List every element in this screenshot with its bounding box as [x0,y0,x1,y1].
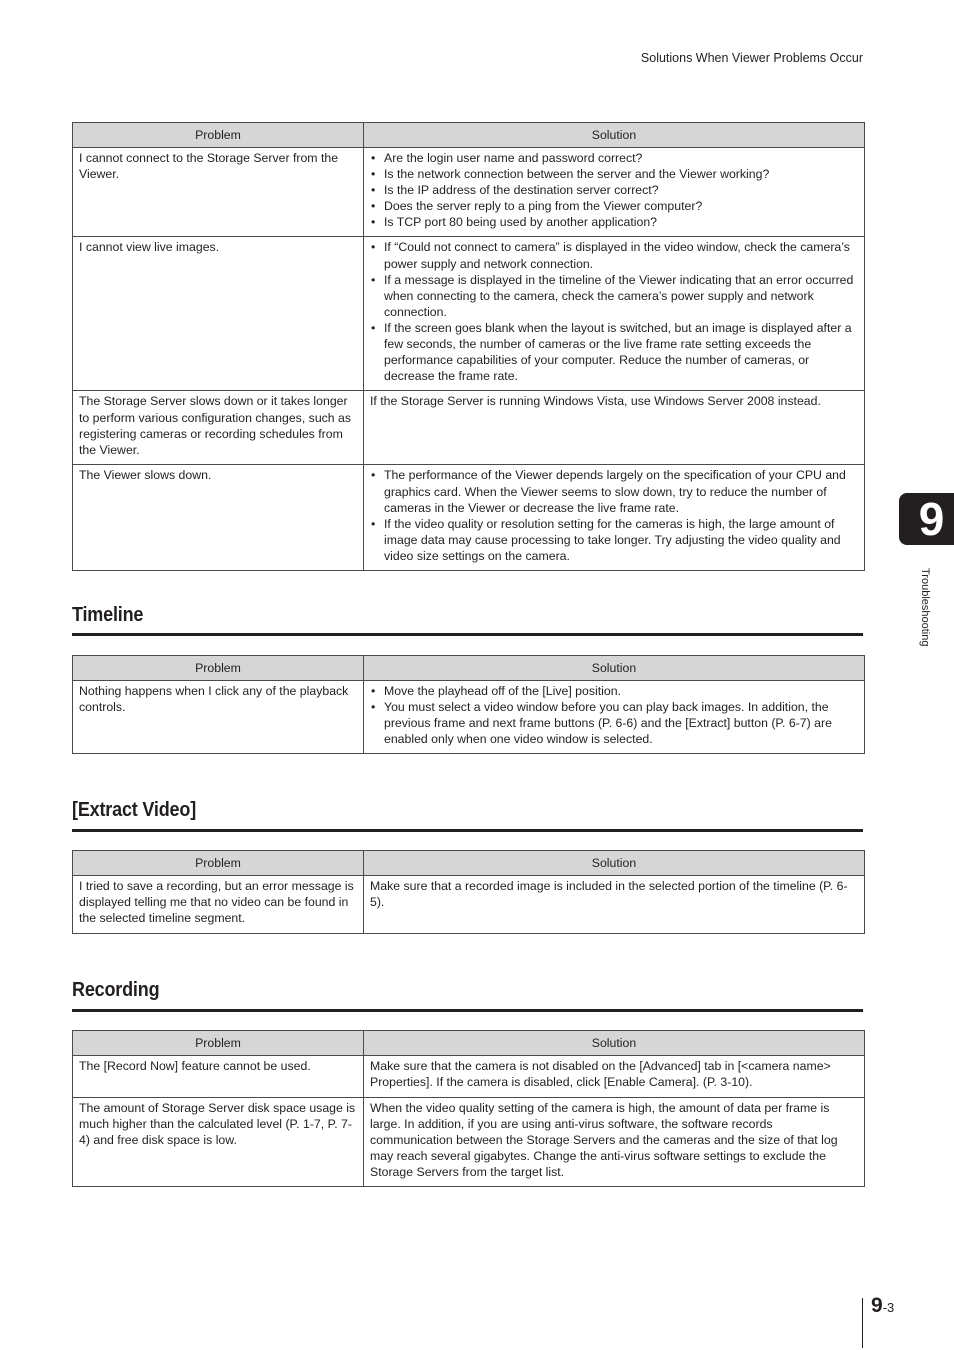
section-title-timeline: Timeline [72,604,144,626]
solution-item: • If the video quality or resolution setting for the cameras is high, the large amount of image data may cause processing to take longer. Try adjusting the video quality and video size settings on the camera. [384,516,858,564]
solution-item: • Is the IP address of the destination server correct? [384,182,858,198]
table-row [73,465,865,571]
solution-list [370,467,858,564]
section-divider [72,1009,863,1012]
page-number-suffix: -3 [882,1300,895,1315]
table-row [73,148,865,237]
solution-item: • If the screen goes blank when the layout is switched, but an image is displayed after a few seconds, the number of cameras or the live frame rate setting exceeds the performance capabilities of your computer. Reduce the number of cameras, or decrease the frame rate. [384,320,858,384]
solution-item: • Is TCP port 80 being used by another application? [384,214,858,230]
problem-column-header: Problem [73,123,364,148]
solution-item: • Does the server reply to a ping from the Viewer computer? [384,198,858,214]
problem-cell: The [Record Now] feature cannot be used. [73,1056,364,1098]
problem-cell: I cannot view live images. [73,237,364,391]
timeline-table [72,655,865,754]
solution-item: • Move the playhead off of the [Live] position. [384,683,858,699]
solution-item: • The performance of the Viewer depends largely on the specification of your CPU and graphics card. When the Viewer seems to slow down, try to reduce the number of cameras in the Viewer or decrease the live frame rate. [384,467,858,515]
problem-cell: I cannot connect to the Storage Server from the Viewer. [73,148,364,237]
table-header-row [73,123,865,148]
table-row [73,1056,865,1098]
running-header: Solutions When Viewer Problems Occur [640,51,863,65]
solution-column-header: Solution [364,656,865,681]
solution-cell: Make sure that a recorded image is included in the selected portion of the timeline (P. 6-5). [364,876,865,934]
problem-cell: The Viewer slows down. [73,465,364,571]
page-number-rule [862,1298,863,1348]
solution-cell [364,465,865,571]
solution-cell [364,237,865,391]
solution-item: • You must select a video window before you can play back images. In addition, the previous frame and next frame buttons (P. 6-6) and the [Extract] button (P. 6-7) are enabled only when one video window is selected. [384,699,858,747]
extract-video-table [72,850,865,934]
section-divider [72,633,863,636]
solution-column-header: Solution [364,851,865,876]
solution-cell: Make sure that the camera is not disabled on the [Advanced] tab in [<camera name> Properties]. If the camera is disabled, click [Enable Camera]. (P. 3-10). [364,1056,865,1098]
chapter-side-label: Troubleshooting [919,568,931,647]
solution-item: • If “Could not connect to camera” is displayed in the video window, check the camera’s power supply and network connection. [384,239,858,271]
solution-list [370,683,858,747]
solution-item: • Are the login user name and password correct? [384,150,858,166]
problem-column-header: Problem [73,1031,364,1056]
solution-list [370,150,858,230]
problem-cell: I tried to save a recording, but an error message is displayed telling me that no video can be found in the selected timeline segment. [73,876,364,934]
solution-item: • If a message is displayed in the timeline of the Viewer indicating that an error occurred when connecting to the camera, check the camera’s power supply and network connection. [384,272,858,320]
section-title-recording: Recording [72,979,160,1001]
problem-column-header: Problem [73,851,364,876]
solution-item: • Is the network connection between the server and the Viewer working? [384,166,858,182]
table-row [73,681,865,754]
solution-column-header: Solution [364,123,865,148]
section-divider [72,829,863,832]
table-header-row [73,851,865,876]
problem-column-header: Problem [73,656,364,681]
recording-table [72,1030,865,1187]
solution-cell [364,681,865,754]
table-row [73,1098,865,1187]
problem-cell: The Storage Server slows down or it takes longer to perform various configuration changes, such as registering cameras or recording schedules from the Viewer. [73,391,364,465]
table-header-row [73,1031,865,1056]
page-number [871,1294,894,1318]
problem-cell: Nothing happens when I click any of the playback controls. [73,681,364,754]
table-row [73,237,865,391]
viewer-problems-table [72,122,865,571]
solution-column-header: Solution [364,1031,865,1056]
page-number-chapter: 9 [871,1294,883,1317]
section-title-extract-video: [Extract Video] [72,799,197,821]
chapter-tab: 9 [899,493,954,545]
table-row [73,391,865,465]
solution-cell: When the video quality setting of the camera is high, the amount of data per frame is large. In addition, if you are using anti-virus software, the software records communication between the Storage Servers and the cameras and the size of that log may reach several gigabytes. Change the anti-virus software settings to exclude the Storage Servers from the target list. [364,1098,865,1187]
table-row [73,876,865,934]
problem-cell: The amount of Storage Server disk space usage is much higher than the calculated level (P. 1-7, P. 7-4) and free disk space is low. [73,1098,364,1187]
solution-cell [364,148,865,237]
solution-list [370,239,858,384]
solution-cell: If the Storage Server is running Windows Vista, use Windows Server 2008 instead. [364,391,865,465]
table-header-row [73,656,865,681]
